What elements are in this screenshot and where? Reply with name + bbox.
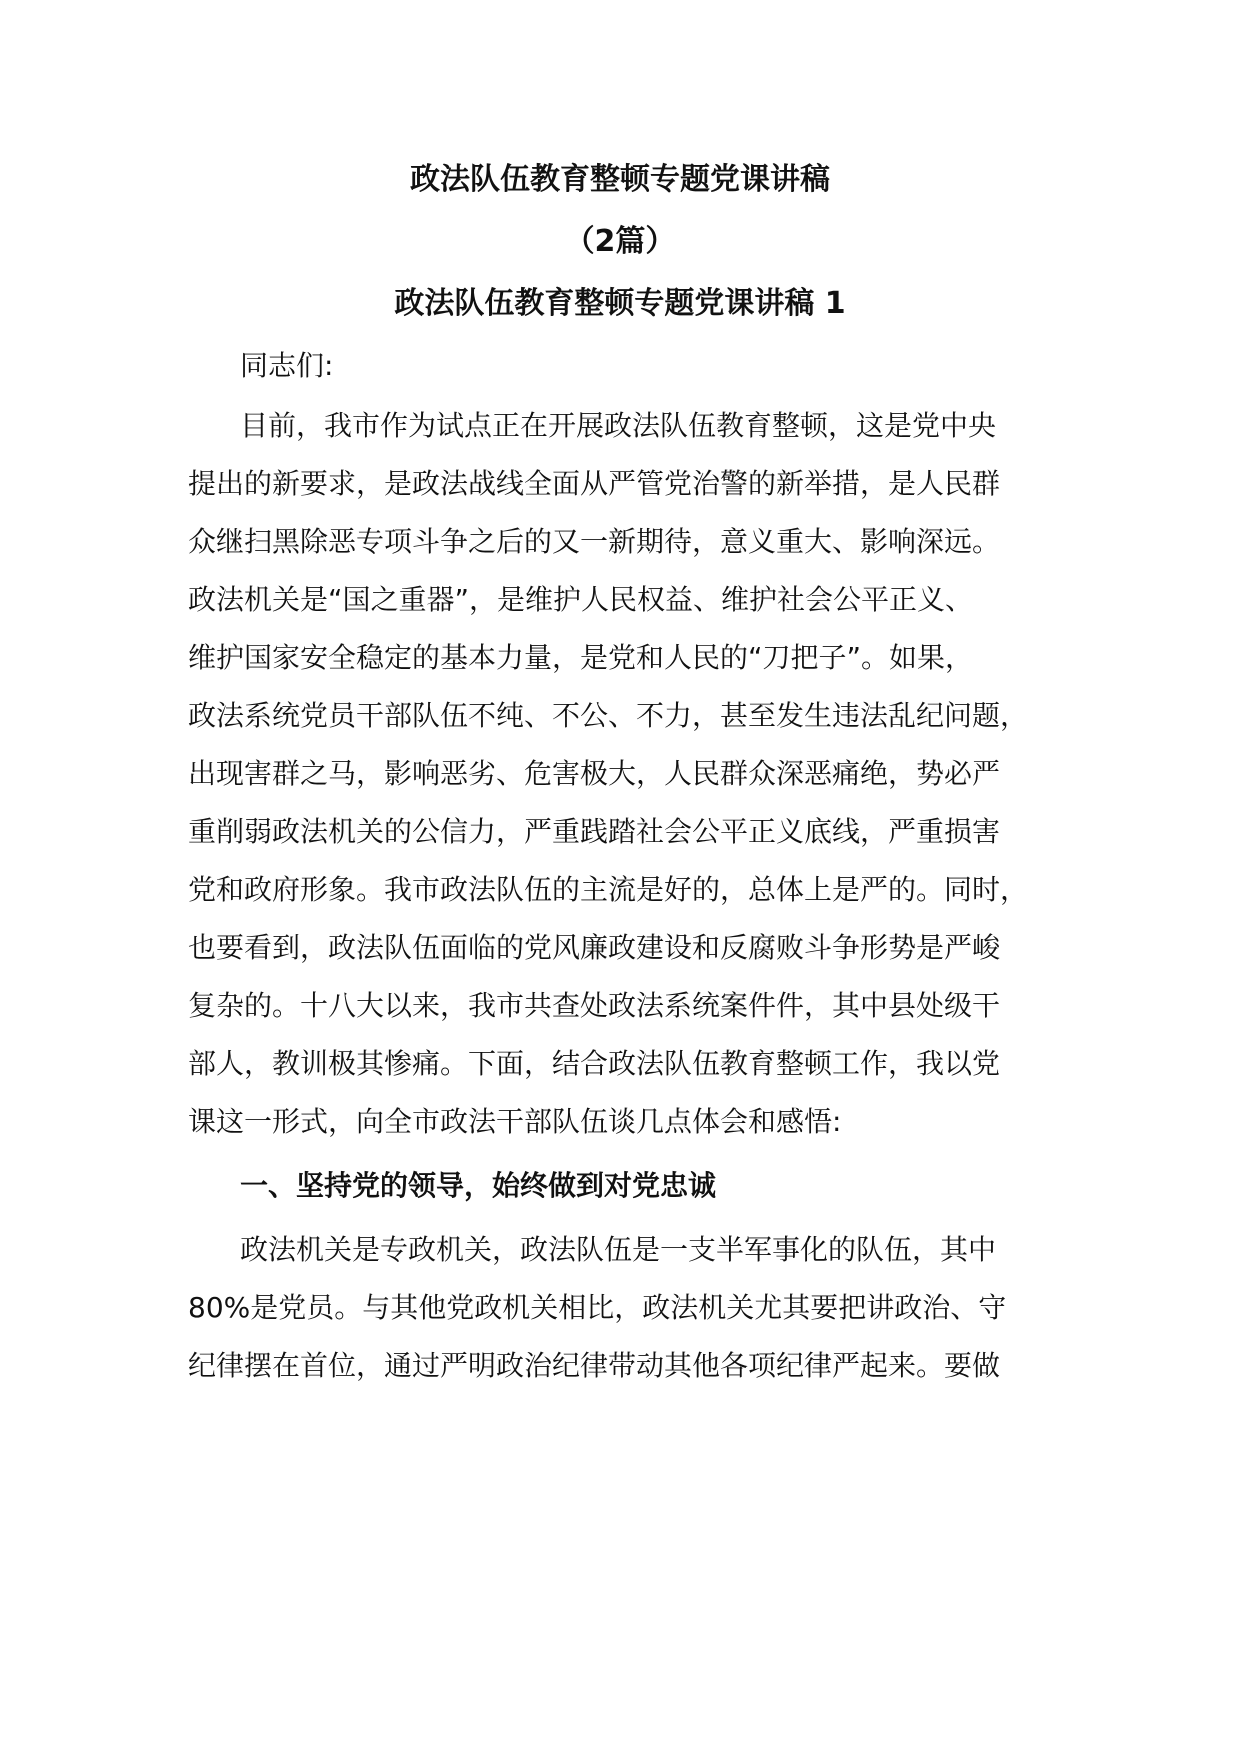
document-subtitle: （2篇） [564,224,676,259]
document-title: 政法队伍教育整顿专题党课讲稿 [410,162,830,197]
paragraph-line: 众继扫黑除恶专项斗争之后的又一新期待，意义重大、影响深远。 [188,525,1001,558]
paragraph-line: 出现害群之马，影响恶劣、危害极大，人民群众深恶痛绝，势必严 [188,757,1001,790]
section-heading: 一、坚持党的领导，始终做到对党忠诚 [240,1169,717,1202]
greeting-text: 同志们: [240,349,334,382]
paragraph-line: 提出的新要求，是政法战线全面从严管党治警的新举措，是人民群 [188,467,1001,500]
paragraph-line: 部人，教训极其惨痛。下面，结合政法队伍教育整顿工作，我以党 [188,1047,1001,1080]
paragraph-line: 复杂的。十八大以来，我市共查处政法系统案件件，其中县处级干 [188,989,1001,1022]
paragraph-line: 也要看到，政法队伍面临的党风廉政建设和反腐败斗争形势是严峻 [188,931,1001,964]
paragraph-line: 重削弱政法机关的公信力，严重践踏社会公平正义底线，严重损害 [188,815,1001,848]
section-title: 政法队伍教育整顿专题党课讲稿 1 [394,286,846,321]
paragraph-line: 纪律摆在首位，通过严明政治纪律带动其他各项纪律严起来。要做 [188,1349,1001,1382]
paragraph-line: 维护国家安全稳定的基本力量，是党和人民的“刀把子”。如果， [188,641,974,674]
paragraph-line: 政法机关是“国之重器”，是维护人民权益、维护社会公平正义、 [188,583,974,616]
paragraph-line: 党和政府形象。我市政法队伍的主流是好的，总体上是严的。同时， [188,873,1029,906]
paragraph-line: 政法系统党员干部队伍不纯、不公、不力，甚至发生违法乱纪问题， [188,699,1029,732]
paragraph-line: 80%是党员。与其他党政机关相比，政法机关尤其要把讲政治、守 [188,1291,1007,1324]
paragraph-line: 政法机关是专政机关，政法队伍是一支半军事化的队伍，其中 [240,1233,997,1266]
paragraph-line: 目前，我市作为试点正在开展政法队伍教育整顿，这是党中央 [240,409,997,442]
paragraph-line: 课这一形式，向全市政法干部队伍谈几点体会和感悟: [188,1105,842,1138]
